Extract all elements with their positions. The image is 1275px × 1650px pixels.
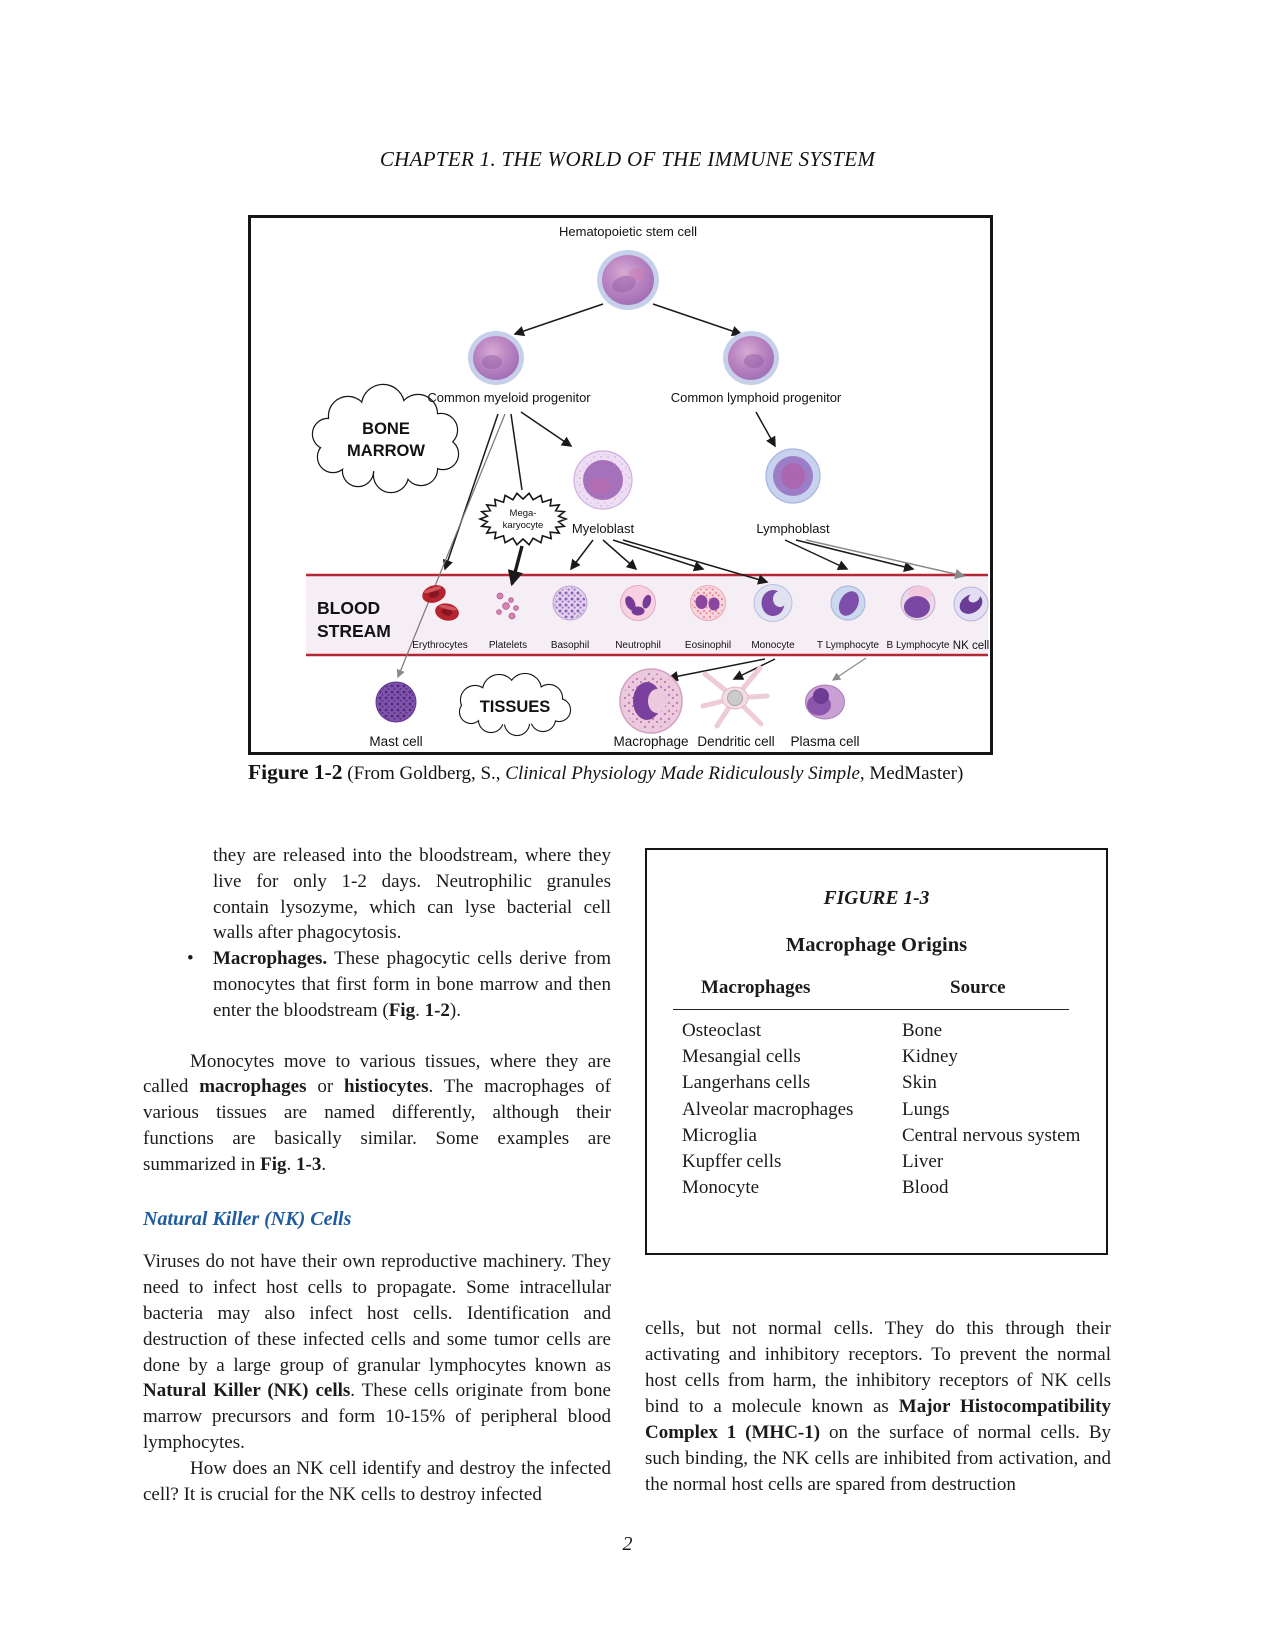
platelets-label: Platelets: [488, 640, 528, 651]
megakaryocyte-burst: [480, 493, 566, 544]
paragraph-monocytes: Monocytes move to various tissues, where they are called macrophages or histiocytes. The macrophages of various tissues are named differently, although their functions are basically similar. Some examples are summarized in Fig. 1-3.: [143, 1050, 611, 1175]
figure-1-3-subtitle: Macrophage Origins: [785, 934, 968, 956]
nk-cell-label: NK cell: [952, 640, 990, 652]
dendritic-cell-image: [703, 668, 767, 726]
tissues-cloud: [460, 674, 570, 735]
lymphoblast-label: Lymphoblast: [756, 521, 830, 536]
t-lymphocyte-image: [831, 586, 865, 620]
table-cell: Mesangial cells: [682, 1046, 801, 1068]
figure-1-2-caption-label: Figure 1-2: [248, 760, 343, 784]
erythrocytes-label: Erythrocytes: [412, 640, 468, 651]
right-column: [645, 1316, 1111, 1498]
paragraph-neutrophil-continuation: they are released into the bloodstream, where they live for only 1-2 days. Neutrophilic granules contain lysozyme, which can lyse bacterial cell walls after phagocytosis.: [213, 845, 611, 944]
bullet-item-macrophages: [187, 946, 611, 1023]
eosinophil-image: [691, 586, 726, 621]
lymphoid-progenitor-label: Common lymphoid progenitor: [670, 390, 842, 405]
blood-stream-label-line1: BLOOD: [317, 598, 381, 618]
table-header-rule: [673, 1009, 1069, 1010]
table-row: [647, 1099, 1106, 1125]
table-cell: Monocyte: [682, 1177, 760, 1199]
basophil-label: Basophil: [550, 640, 590, 651]
table-cell: Liver: [902, 1150, 944, 1172]
table-header-source: Source: [950, 977, 1006, 998]
basophil-image: [553, 586, 587, 620]
table-cell: Lungs: [902, 1098, 950, 1120]
bullet-marker: •: [187, 948, 194, 970]
lymphoid-progenitor-image: [723, 331, 779, 385]
chapter-title: CHAPTER 1. THE WORLD OF THE IMMUNE SYSTEM: [379, 147, 876, 171]
eosinophil-label: Eosinophil: [684, 640, 732, 651]
table-row: [647, 1020, 1106, 1046]
table-cell: Blood: [902, 1177, 949, 1199]
myeloblast-image: [574, 451, 632, 509]
dendritic-cell-label: Dendritic cell: [697, 734, 775, 749]
table-cell: Alveolar macrophages: [682, 1098, 854, 1120]
table-cell: Skin: [902, 1072, 937, 1094]
mast-cell-label: Mast cell: [369, 734, 423, 749]
table-cell: Kidney: [902, 1046, 958, 1068]
bone-marrow-label-line1: BONE: [362, 420, 410, 438]
nk-cell-image: [954, 587, 988, 621]
bullet-item-text: Macrophages. These phagocytic cells derive from monocytes that first form in bone marrow and then enter the bloodstream (Fig. 1-2).: [213, 948, 611, 1021]
table-row: [647, 1046, 1106, 1072]
left-column: [143, 843, 611, 1507]
figure-1-2-caption: [248, 760, 1008, 785]
table-cell: Microglia: [682, 1124, 757, 1146]
blood-stream-label-line2: STREAM: [317, 621, 391, 641]
hematopoiesis-diagram: [251, 218, 990, 752]
plasma-cell-label: Plasma cell: [790, 734, 860, 749]
bone-marrow-label-line2: MARROW: [347, 442, 425, 460]
neutrophil-image: [621, 586, 656, 621]
caption-source-title: Clinical Physiology Made Ridiculously Simple: [505, 763, 860, 784]
mast-cell-image: [376, 682, 416, 722]
b-lymphocyte-label: B Lymphocyte: [886, 640, 950, 651]
megakaryocyte-label-line1: Mega-: [509, 508, 537, 519]
paragraph-nk-1: Viruses do not have their own reproductive machinery. They need to infect host cells to propagate. Some intracellular bacteria may also infect host cells. Identification and destruction of these infected cells and some tumor cells are done by a large group of granular lymphocytes known as Natural Killer (NK) cells. These cells originate from bone marrow precursors and form 10-15% of peripheral blood lymphocytes.: [143, 1251, 611, 1453]
figure-1-2-panel: [248, 215, 993, 755]
myeloblast-label: Myeloblast: [571, 521, 635, 536]
hematopoietic-stem-cell-image: [597, 250, 659, 310]
macrophage-label: Macrophage: [613, 734, 689, 749]
myeloid-progenitor-label: Common myeloid progenitor: [427, 390, 591, 405]
myeloid-progenitor-image: [468, 331, 524, 385]
table-row: [647, 1125, 1106, 1151]
table-row: [647, 1072, 1106, 1098]
plasma-cell-image: [806, 685, 845, 719]
table-cell: Osteoclast: [682, 1020, 762, 1041]
table-header-macrophages: Macrophages: [701, 977, 811, 998]
tissues-label: TISSUES: [479, 698, 551, 716]
figure-1-3-panel: [645, 848, 1108, 1255]
table-cell: Langerhans cells: [682, 1072, 811, 1094]
neutrophil-label: Neutrophil: [615, 640, 661, 651]
figure-1-3-title: FIGURE 1-3: [823, 888, 930, 909]
caption-text-pre: (From Goldberg, S.,: [342, 763, 506, 784]
monocyte-image: [754, 585, 792, 622]
table-cell: Kupffer cells: [682, 1150, 782, 1172]
table-row: [647, 1177, 1106, 1203]
paragraph-nk-receptors: cells, but not normal cells. They do this through their activating and inhibitory receptors. To prevent the normal host cells from harm, the inhibitory receptors of NK cells bind to a molecule known as Major Histocompatibility Complex 1 (MHC-1) on the surface of normal cells. By such binding, the NK cells are inhibited from activation, and the normal host cells are spared from destruction: [645, 1318, 1111, 1495]
section-heading-nk-cells: Natural Killer (NK) Cells: [143, 1207, 352, 1230]
stem-cell-label: Hematopoietic stem cell: [559, 224, 697, 239]
b-lymphocyte-image: [901, 586, 935, 620]
page-number: 2: [622, 1533, 633, 1555]
monocyte-label: Monocyte: [751, 640, 795, 651]
macrophage-origins-table: [647, 1020, 1106, 1203]
t-lymphocyte-label: T Lymphocyte: [816, 640, 880, 651]
caption-text-post: , MedMaster): [859, 763, 964, 784]
macrophage-image: [620, 669, 682, 733]
table-cell: Bone: [902, 1020, 943, 1041]
lymphoblast-image: [766, 449, 820, 503]
megakaryocyte-label-line2: karyocyte: [502, 520, 544, 531]
paragraph-nk-2: How does an NK cell identify and destroy the infected cell? It is crucial for the NK cells to destroy infected: [143, 1457, 611, 1505]
table-row: [647, 1151, 1106, 1177]
table-cell: Central nervous system: [902, 1124, 1081, 1146]
